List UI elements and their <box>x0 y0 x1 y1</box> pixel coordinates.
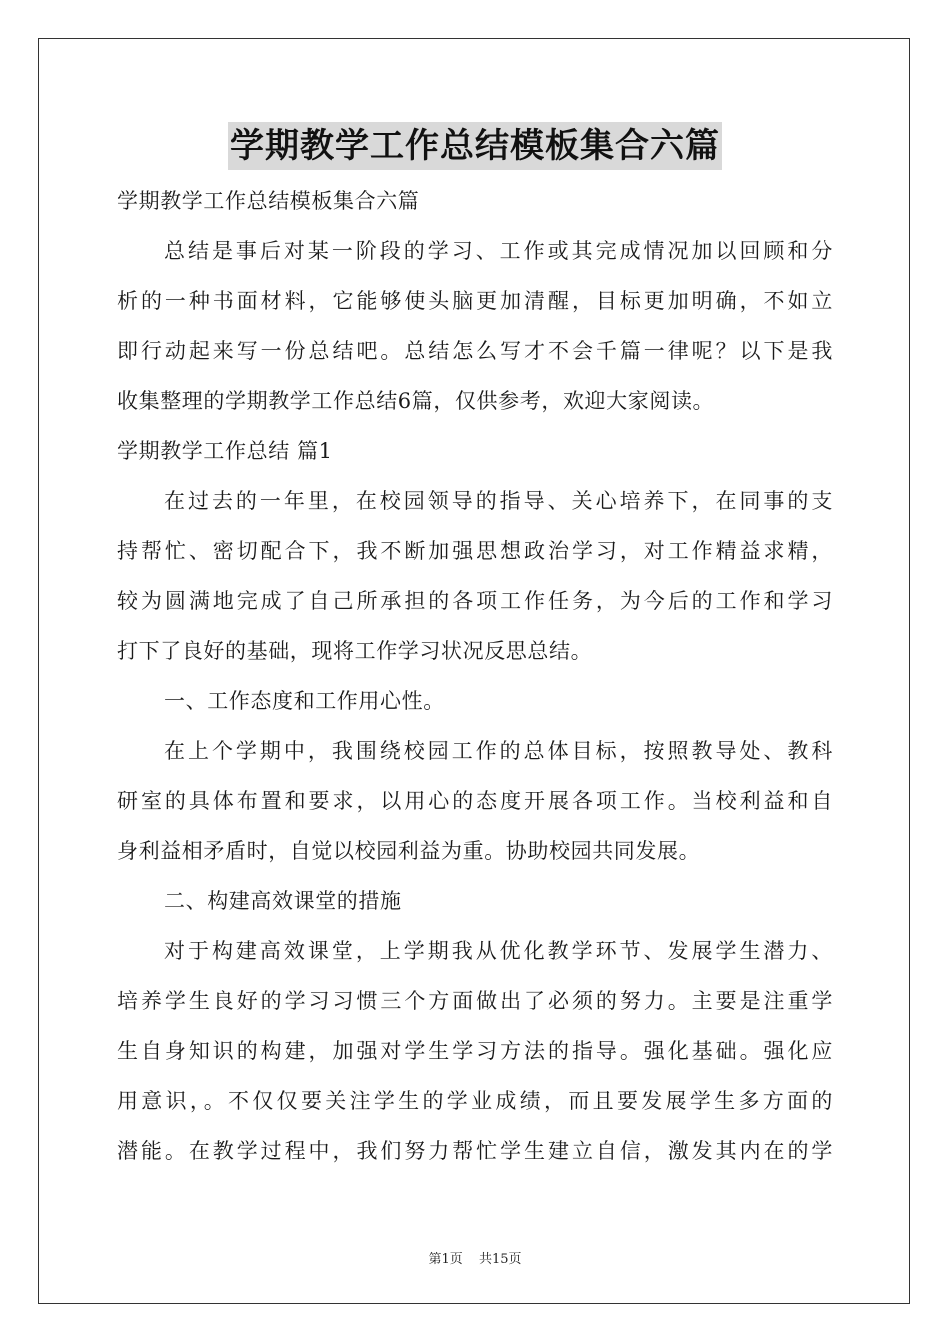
page-footer <box>0 1248 950 1267</box>
text-line: 学期教学工作总结 篇1 <box>117 439 333 463</box>
text-line: 二、构建高效课堂的措施 <box>164 889 402 913</box>
text-line: 用意识，。不仅仅要关注学生的学业成绩，而且要发展学生多方面的 <box>117 1089 833 1113</box>
text-line: 析的一种书面材料，它能够使头脑更加清醒，目标更加明确，不如立 <box>117 289 833 313</box>
text-line: 即行动起来写一份总结吧。总结怎么写才不会千篇一律呢？以下是我 <box>117 339 833 363</box>
text-line: 总结是事后对某一阶段的学习、工作或其完成情况加以回顾和分 <box>164 239 833 263</box>
text-line: 在过去的一年里，在校园领导的指导、关心培养下，在同事的支 <box>164 489 833 513</box>
page-number: 第1页 <box>428 1252 463 1267</box>
text-line: 生自身知识的构建，加强对学生学习方法的指导。强化基础。强化应 <box>117 1039 833 1063</box>
text-line: 较为圆满地完成了自己所承担的各项工作任务，为今后的工作和学习 <box>117 589 833 613</box>
text-line: 学期教学工作总结模板集合六篇 <box>117 189 420 213</box>
text-line: 打下了良好的基础，现将工作学习状况反思总结。 <box>117 639 593 663</box>
text-line: 培养学生良好的学习习惯三个方面做出了必须的努力。主要是注重学 <box>117 989 833 1013</box>
text-line: 在上个学期中，我围绕校园工作的总体目标，按照教导处、教科 <box>164 739 833 763</box>
text-line: 一、工作态度和工作用心性。 <box>164 689 445 713</box>
text-line: 研室的具体布置和要求，以用心的态度开展各项工作。当校利益和自 <box>117 789 833 813</box>
document-body <box>117 176 833 1176</box>
text-line: 对于构建高效课堂，上学期我从优化教学环节、发展学生潜力、 <box>164 939 833 963</box>
text-line: 收集整理的学期教学工作总结6篇，仅供参考，欢迎大家阅读。 <box>117 389 715 413</box>
text-line: 身利益相矛盾时，自觉以校园利益为重。协助校园共同发展。 <box>117 839 701 863</box>
document-title: 学期教学工作总结模板集合六篇 <box>228 122 722 170</box>
text-line: 潜能。在教学过程中，我们努力帮忙学生建立自信，激发其内在的学 <box>117 1139 833 1163</box>
page-total: 共15页 <box>478 1252 522 1267</box>
title-wrap <box>0 122 950 170</box>
text-line: 持帮忙、密切配合下，我不断加强思想政治学习，对工作精益求精， <box>117 539 833 563</box>
